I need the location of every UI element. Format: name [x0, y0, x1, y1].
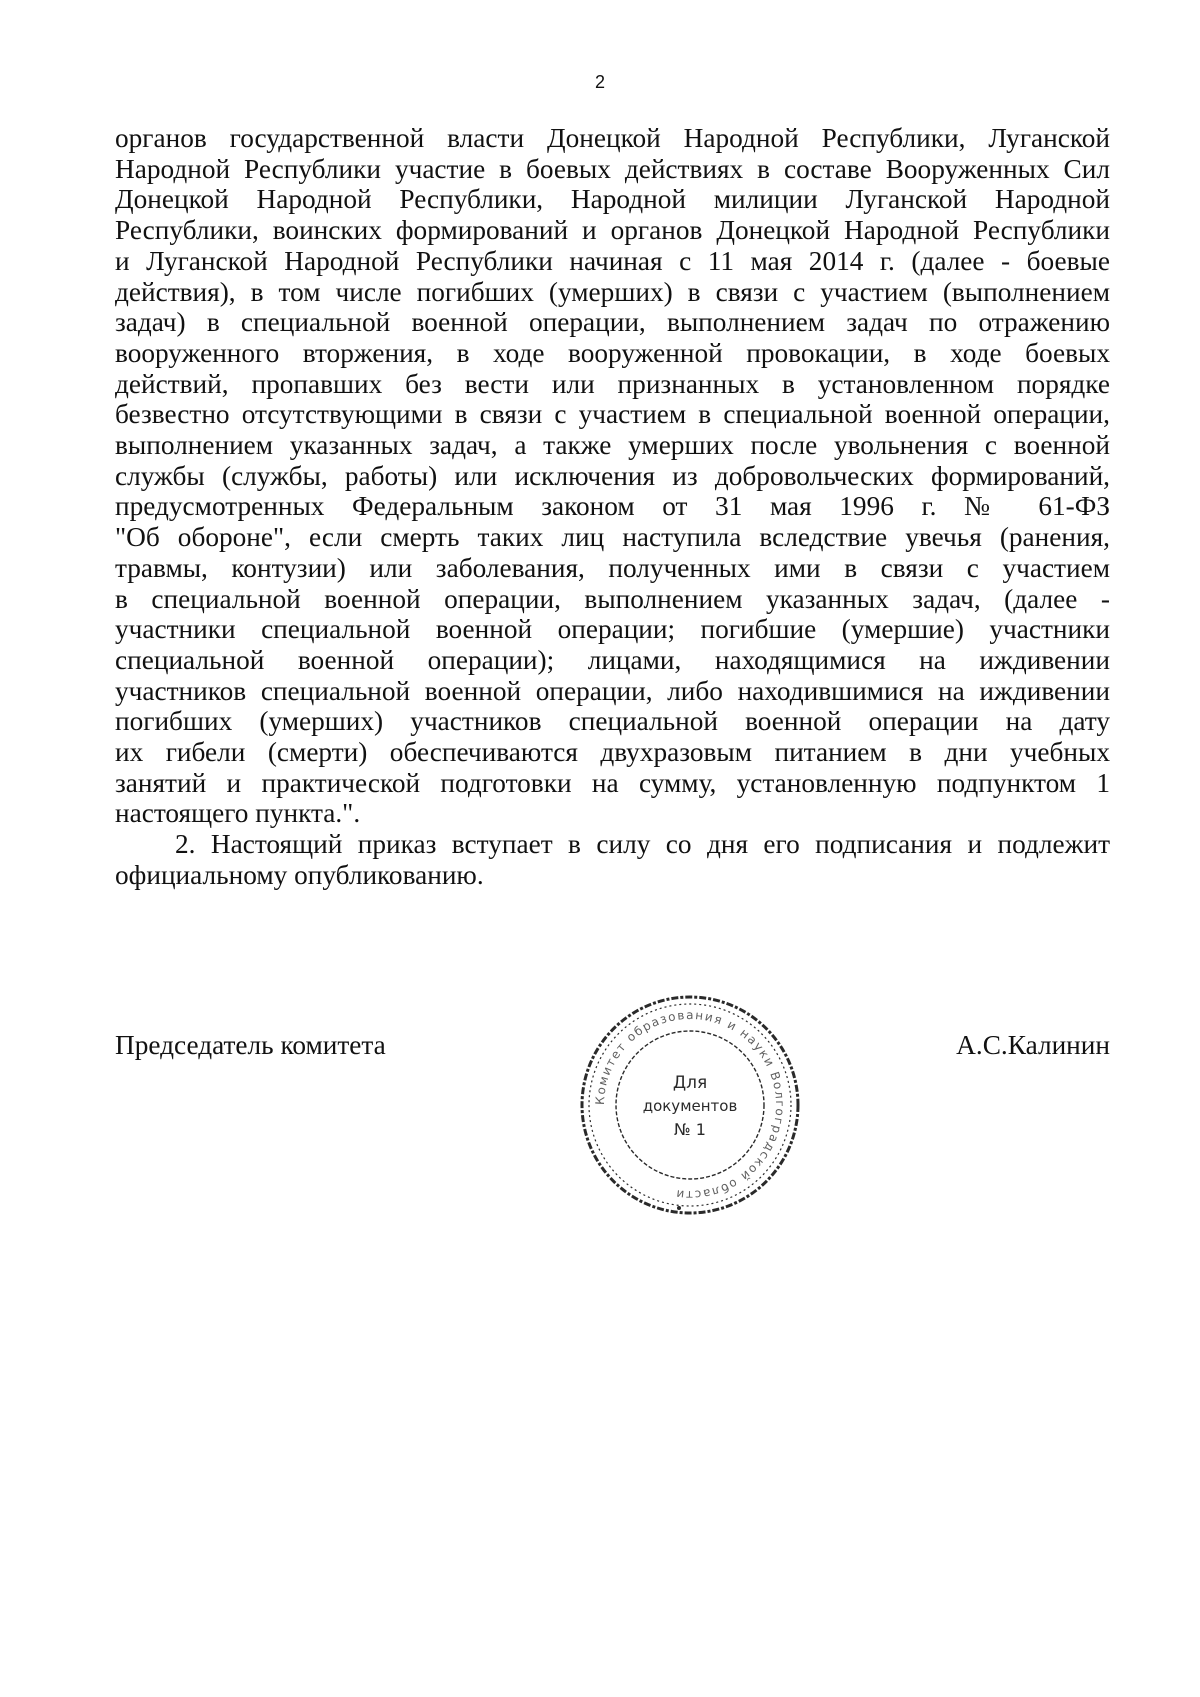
page-number: 2 — [594, 72, 605, 92]
text-line: специальной военной операции); лицами, находящимися на иждивении — [115, 644, 1110, 675]
text-line: действия), в том числе погибших (умерших) в связи с участием (выполнением — [115, 276, 1110, 307]
text-line: 2. Настоящий приказ вступает в силу со дня его подписания и подлежит — [175, 829, 1110, 860]
text-line: безвестно отсутствующими в связи с участием в специальной военной операции, — [115, 399, 1110, 430]
text-line: занятий и практической подготовки на сумму, установленную подпунктом 1 — [115, 767, 1110, 798]
text-line: участников специальной военной операции, либо находившимися на иждивении — [115, 675, 1110, 706]
text-line: участники специальной военной операции; погибшие (умершие) участники — [115, 614, 1110, 645]
text-line: задач) в специальной военной операции, выполнением задач по отражению — [115, 307, 1110, 338]
signatory-title: Председатель комитета — [115, 1030, 386, 1060]
text-line: Народной Республики участие в боевых действиях в составе Вооруженных Сил — [115, 153, 1110, 184]
signatory-name: А.С.Калинин — [956, 1030, 1110, 1060]
text-line: и Луганской Народной Республики начиная с 11 мая 2014 г. (далее - боевые — [115, 245, 1110, 276]
text-line: Республики, воинских формирований и органов Донецкой Народной Республики — [115, 215, 1110, 246]
text-line: органов государственной власти Донецкой Народной Республики, Луганской — [115, 123, 1110, 153]
text-line: вооруженного вторжения, в ходе вооруженной провокации, в ходе боевых — [115, 337, 1110, 368]
stamp-line-1: Для — [672, 1073, 708, 1093]
official-stamp — [575, 990, 805, 1220]
text-line: травмы, контузии) или заболевания, полученных ими в связи с участием — [115, 552, 1110, 583]
text-line: службы (службы, работы) или исключения из добровольческих формирований, — [115, 460, 1110, 491]
text-line: Донецкой Народной Республики, Народной милиции Луганской Народной — [115, 184, 1110, 215]
stamp-line-2: документов — [642, 1097, 738, 1115]
text-line: в специальной военной операции, выполнением указанных задач, (далее - — [115, 583, 1110, 614]
text-line: официальному опубликованию. — [115, 859, 484, 890]
stamp-ring-text: Комитет образования и науки Волгоградской области — [592, 1007, 788, 1203]
text-line: настоящего пункта.". — [115, 798, 361, 829]
text-line: погибших (умерших) участников специальной военной операции на дату — [115, 706, 1110, 737]
text-line: предусмотренных Федеральным законом от 31 мая 1996 г. № 61-ФЗ — [115, 491, 1110, 522]
body-text — [115, 123, 1110, 891]
text-line: выполнением указанных задач, а также умерших после увольнения с военной — [115, 430, 1110, 461]
text-line: "Об обороне", если смерть таких лиц наступила вследствие увечья (ранения, — [115, 522, 1110, 553]
text-line: действий, пропавших без вести или признанных в установленном порядке — [115, 368, 1110, 399]
stamp-line-3: № 1 — [674, 1120, 706, 1139]
text-line: их гибели (смерти) обеспечиваются двухразовым питанием в дни учебных — [115, 737, 1110, 768]
